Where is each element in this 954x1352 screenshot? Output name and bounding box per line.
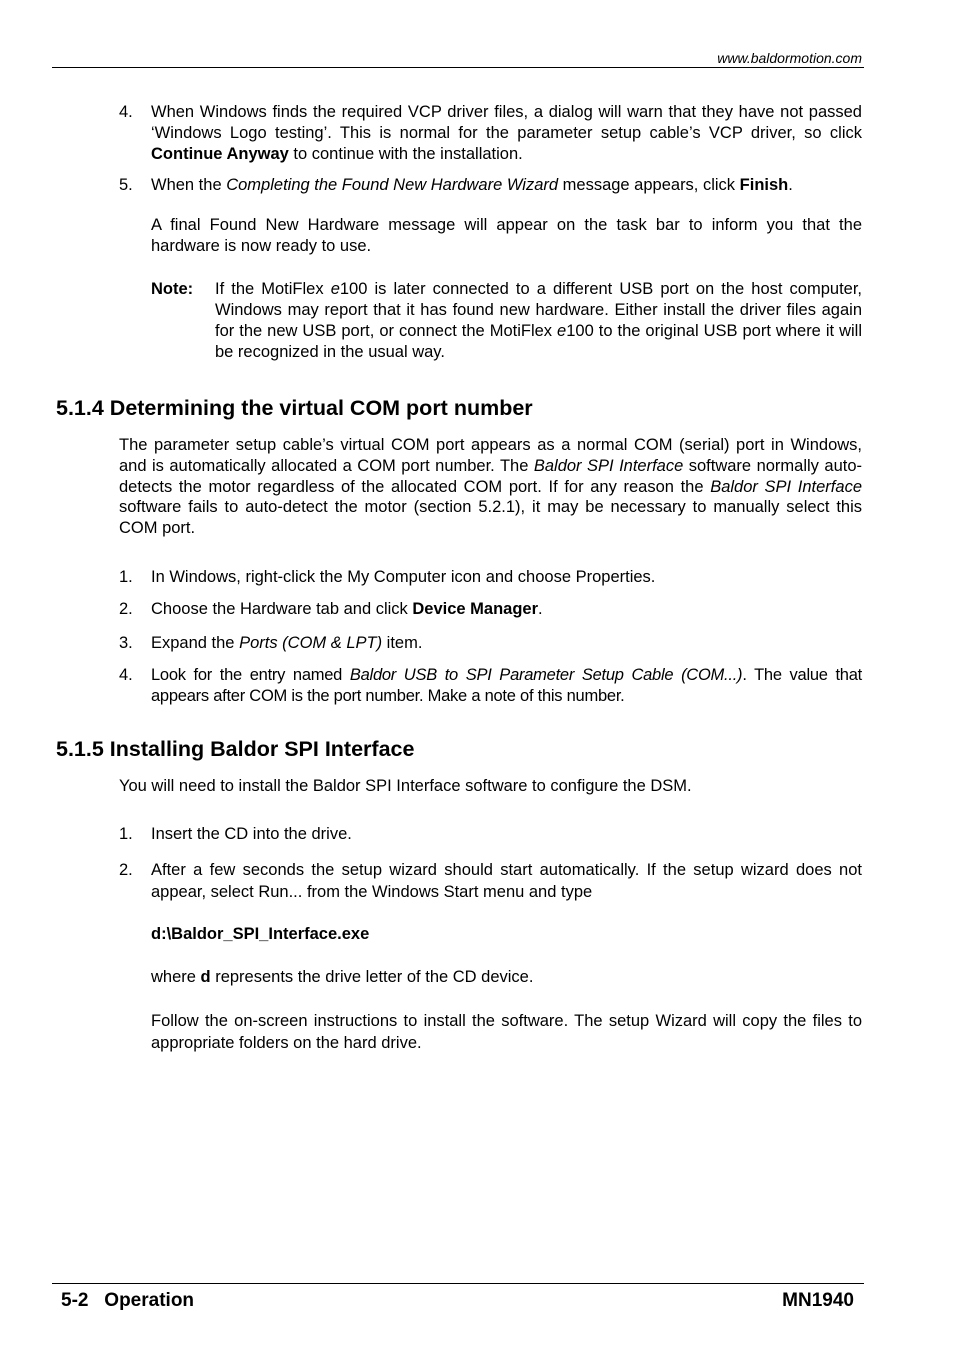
section-heading: 5.1.4 Determining the virtual COM port number [56, 396, 533, 420]
note-label: Note: [151, 280, 194, 298]
note-text: If the MotiFlex e100 is later connected to a different USB port on the host computer, Windows may report that it has found new hardware. Either install the driver files again for the new USB port, or connect the MotiFlex e100 to the original USB port where it will be recognized in the usual way. [215, 280, 863, 361]
list-item: In Windows, right-click the My Computer icon and choose Properties. [151, 568, 656, 586]
list-item: Insert the CD into the drive. [151, 825, 352, 843]
header-rule [52, 67, 864, 68]
footer-rule [52, 1283, 864, 1284]
footer-doc-number: MN1940 [782, 1290, 854, 1311]
footer-section: 5-2 Operation [61, 1290, 195, 1311]
list-number: 2. [119, 861, 133, 879]
bold-text: Continue Anyway [151, 144, 289, 163]
list-number: 1. [119, 568, 133, 586]
list-number: 2. [119, 600, 133, 618]
paragraph: Follow the on-screen instructions to install the software. The setup Wizard will copy the files to appropriate folders on the hard drive. [151, 1012, 862, 1052]
menu-command-start: Start [443, 882, 479, 901]
section-heading: 5.1.5 Installing Baldor SPI Interface [56, 737, 415, 761]
list-number: 4. [119, 666, 133, 684]
list-item: Choose the Hardware tab and click Device Manager. [151, 600, 543, 618]
paragraph: A final Found New Hardware message will appear on the task bar to inform you that the hardware is now ready to use. [151, 216, 862, 255]
list-number: 1. [119, 825, 133, 843]
paragraph: The parameter setup cable’s virtual COM port appears as a normal COM (serial) port in Windows, and is automatically allocated a COM port number. The Baldor SPI Interface software normally auto-detects the motor regardless of the allocated COM port. If for any reason the Baldor SPI Interface software fails to auto-detect the motor (section 5.2.1), it may be necessary to manually select this COM port. [119, 436, 862, 538]
paragraph: You will need to install the Baldor SPI Interface software to configure the DSM. [119, 777, 692, 795]
command-line: d:\Baldor_SPI_Interface.exe [151, 925, 370, 943]
list-item: Expand the Ports (COM & LPT) item. [151, 634, 423, 652]
menu-command-run: Run... [258, 882, 303, 901]
list-item: When the Completing the Found New Hardware Wizard message appears, click Finish. [151, 176, 793, 194]
header-url: www.baldormotion.com [717, 50, 862, 66]
list-number: 3. [119, 634, 133, 652]
list-number: 5. [119, 176, 133, 194]
list-item: Look for the entry named Baldor USB to SPI Parameter Setup Cable (COM...). The value that appears after COM is the port number. Make a note of this number. [151, 666, 862, 705]
list-item: When Windows finds the required VCP driver files, a dialog will warn that they have not passed ‘Windows Logo testing’. This is normal for the parameter setup cable’s VCP driver, so click Continue Anyway to continue with the installation. [151, 103, 862, 163]
list-number: 4. [119, 103, 133, 121]
list-item: After a few seconds the setup wizard should start automatically. If the setup wizard does not appear, select Run... from the Windows Start menu and type [151, 861, 862, 901]
paragraph: where d represents the drive letter of the CD device. [151, 968, 534, 986]
